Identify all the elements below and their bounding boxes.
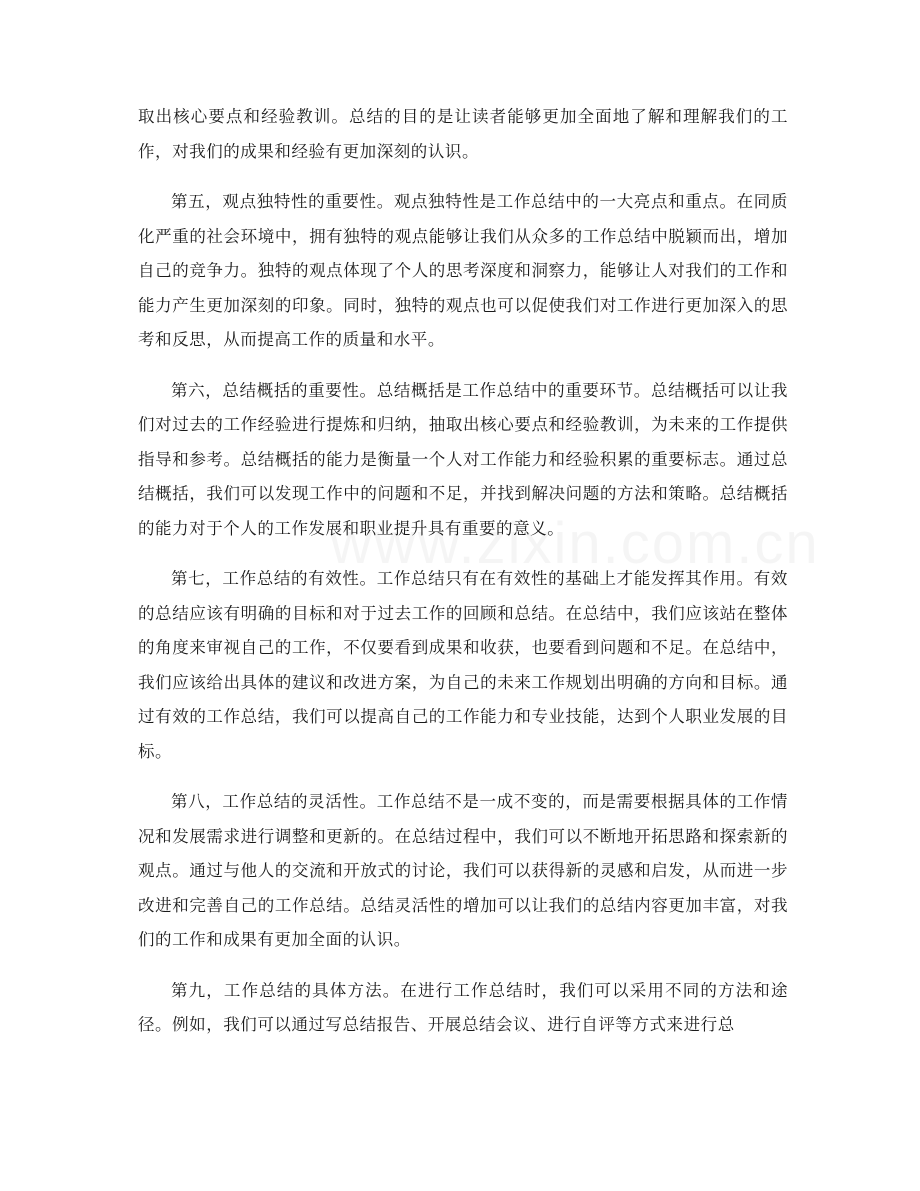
paragraph-point-6: 第六，总结概括的重要性。总结概括是工作总结中的重要环节。总结概括可以让我们对过去的工作经验进行提炼和归纳，抽取出核心要点和经验教训，为未来的工作提供指导和参考。总结概括的能力是衡量一个人对工作能力和经验积累的重要标志。通过总结概括，我们可以发现工作中的问题和不足，并找到解决问题的方法和策略。总结概括的能力对于个人的工作发展和职业提升具有重要的意义。 [138, 380, 788, 538]
document-page [138, 100, 788, 1059]
paragraph-point-5: 第五，观点独特性的重要性。观点独特性是工作总结中的一大亮点和重点。在同质化严重的社会环境中，拥有独特的观点能够让我们从众多的工作总结中脱颖而出，增加自己的竞争力。独特的观点体现了个人的思考深度和洞察力，能够让人对我们的工作和能力产生更加深刻的印象。同时，独特的观点也可以促使我们对工作进行更加深入的思考和反思，从而提高工作的质量和水平。 [138, 192, 788, 349]
paragraph-point-8: 第八，工作总结的灵活性。工作总结不是一成不变的，而是需要根据具体的工作情况和发展需求进行调整和更新的。在总结过程中，我们可以不断地开拓思路和探索新的观点。通过与他人的交流和开放式的讨论，我们可以获得新的灵感和启发，从而进一步改进和完善自己的工作总结。总结灵活性的增加可以让我们的总结内容更加丰富，对我们的工作和成果有更加全面的认识。 [138, 792, 788, 949]
paragraph-continuation: 取出核心要点和经验教训。总结的目的是让读者能够更加全面地了解和理解我们的工作，对我们的成果和经验有更加深刻的认识。 [138, 107, 788, 161]
paragraph-point-9: 第九，工作总结的具体方法。在进行工作总结时，我们可以采用不同的方法和途径。例如，我们可以通过写总结报告、开展总结会议、进行自评等方式来进行总 [138, 980, 788, 1034]
paragraph-point-7: 第七，工作总结的有效性。工作总结只有在有效性的基础上才能发挥其作用。有效的总结应该有明确的目标和对于过去工作的回顾和总结。在总结中，我们应该站在整体的角度来审视自己的工作，不仅要看到成果和收获，也要看到问题和不足。在总结中，我们应该给出具体的建议和改进方案，为自己的未来工作规划出明确的方向和目标。通过有效的工作总结，我们可以提高自己的工作能力和专业技能，达到个人职业发展的目标。 [138, 569, 788, 761]
